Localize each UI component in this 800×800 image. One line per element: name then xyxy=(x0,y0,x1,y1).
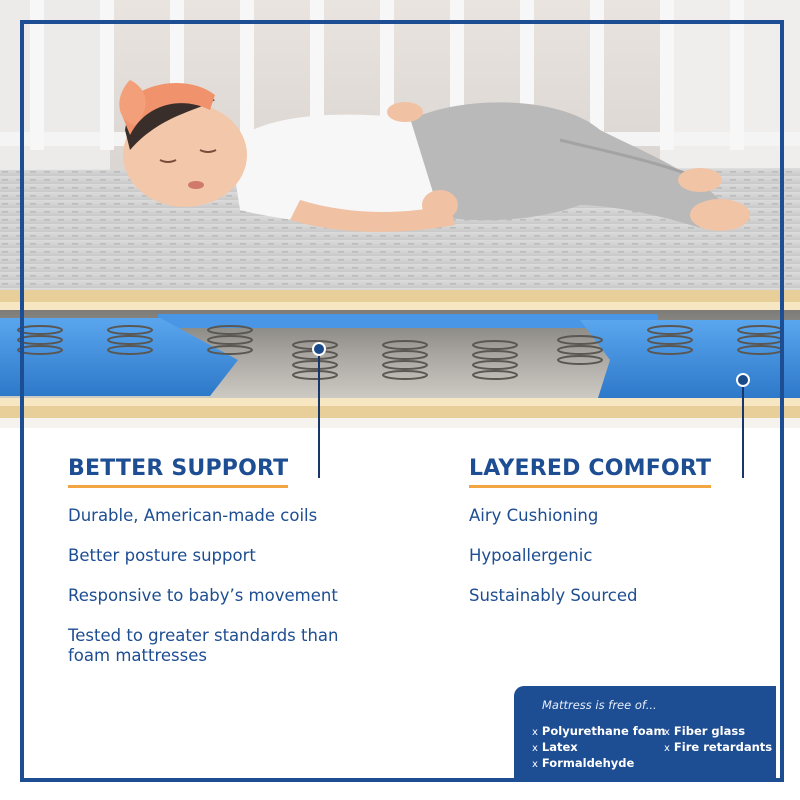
free-of-title: Mattress is free of... xyxy=(542,698,657,712)
x-mark-icon: x xyxy=(532,759,538,770)
layered-comfort-list xyxy=(469,506,769,606)
list-item: Sustainably Sourced xyxy=(469,586,638,605)
better-support-section xyxy=(68,455,388,686)
list-item: x Fire retardants xyxy=(664,740,773,754)
layered-comfort-section xyxy=(469,455,769,626)
callout-dot-icon xyxy=(736,373,750,387)
x-mark-icon: x xyxy=(664,727,670,738)
list-item: Airy Cushioning xyxy=(469,506,599,525)
callout-dot-icon xyxy=(312,342,326,356)
list-item: Better posture support xyxy=(68,546,256,565)
list-item: x Fiber glass xyxy=(664,724,746,738)
list-item: Tested to greater standards than foam mattresses xyxy=(68,626,339,665)
list-item: x Formaldehyde xyxy=(532,756,635,770)
free-of-list-right xyxy=(664,724,772,756)
list-item: Responsive to baby’s movement xyxy=(68,586,338,605)
better-support-list xyxy=(68,506,388,666)
x-mark-icon: x xyxy=(532,743,538,754)
free-of-panel xyxy=(514,686,776,778)
free-of-list-left xyxy=(532,724,665,772)
better-support-heading: BETTER SUPPORT xyxy=(68,455,288,488)
list-item: x Polyurethane foam xyxy=(532,724,666,738)
layered-comfort-heading: LAYERED COMFORT xyxy=(469,455,711,488)
list-item: Durable, American-made coils xyxy=(68,506,318,525)
list-item: x Latex xyxy=(532,740,578,754)
x-mark-icon: x xyxy=(532,727,538,738)
list-item: Hypoallergenic xyxy=(469,546,593,565)
x-mark-icon: x xyxy=(664,743,670,754)
